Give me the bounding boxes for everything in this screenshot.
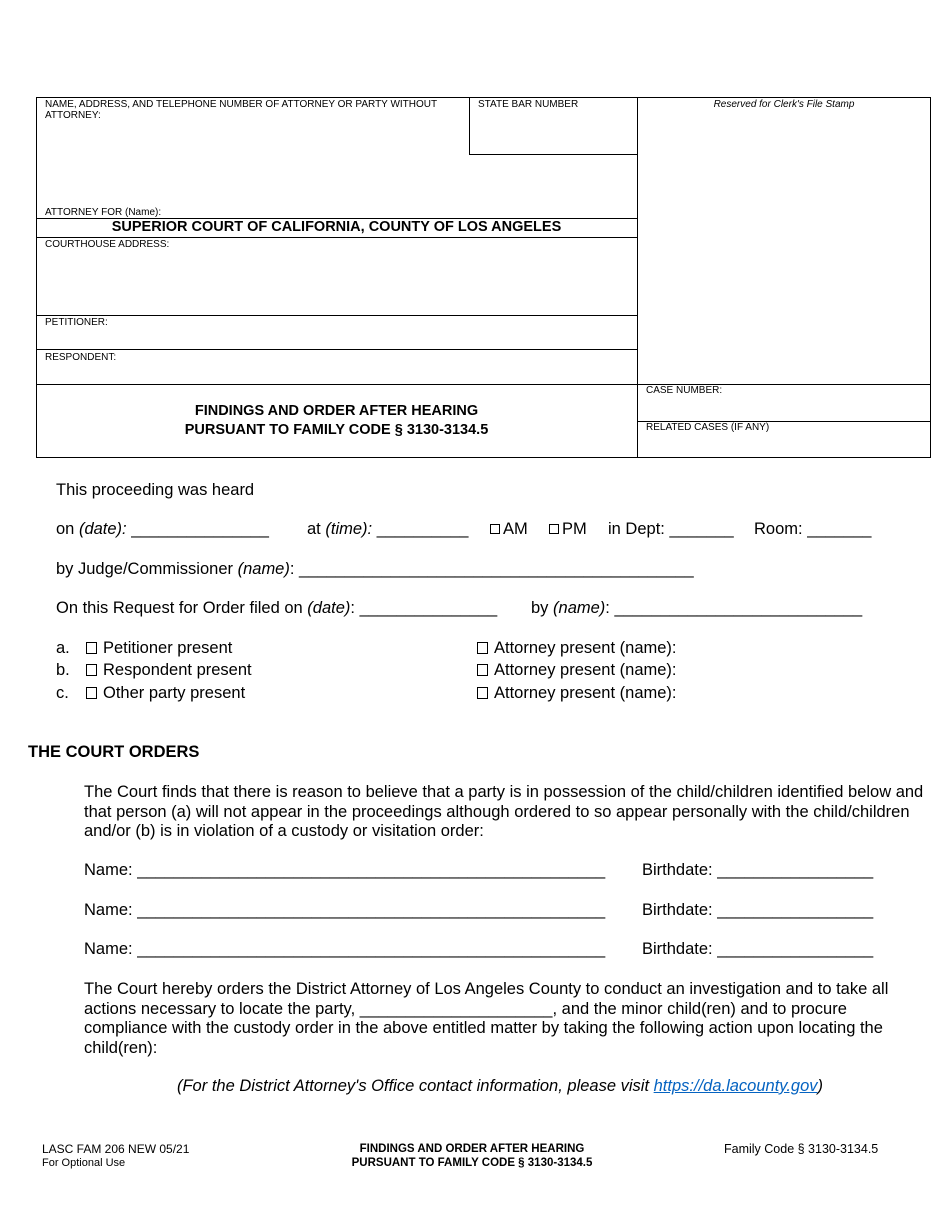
- child-name-label: Name:: [84, 940, 133, 958]
- presence-party: Respondent present: [103, 661, 252, 679]
- birthdate-field[interactable]: _________________: [717, 901, 874, 919]
- pm-checkbox[interactable]: [549, 524, 559, 534]
- clerk-stamp-label: Reserved for Clerk's File Stamp: [713, 99, 855, 110]
- judge-label: by Judge/Commissioner: [56, 560, 233, 578]
- presence-row-a: [56, 638, 232, 658]
- presence-row-c: [56, 683, 245, 703]
- petitioner-present-checkbox[interactable]: [86, 642, 97, 654]
- judge-row: by Judge/Commissioner (name): ___________________________________________: [56, 560, 694, 578]
- attorney-row-c: [477, 683, 677, 703]
- attorney-for-label: ATTORNEY FOR (Name):: [45, 207, 162, 218]
- judge-field[interactable]: ___________________________________________: [299, 560, 694, 578]
- attorney-present-checkbox[interactable]: [477, 664, 488, 676]
- child-name-row: [84, 939, 605, 959]
- presence-letter: a.: [56, 639, 70, 657]
- footer-form-info: [42, 1142, 189, 1170]
- order-text-2: , and the minor child(ren) and to procure compliance with the custody order in the above entitled matter by taking the following action upon locating the child(ren):: [84, 999, 883, 1057]
- hearing-intro: This proceeding was heard: [56, 481, 255, 499]
- dept-field[interactable]: _______: [669, 520, 734, 538]
- time-field[interactable]: __________: [376, 520, 469, 538]
- request-date-field[interactable]: _______________: [359, 599, 498, 617]
- birthdate-label: Birthdate:: [642, 940, 713, 958]
- courthouse-label: COURTHOUSE ADDRESS:: [45, 239, 170, 250]
- attorney-present-label: Attorney present (name):: [494, 661, 677, 679]
- attorney-present-checkbox[interactable]: [477, 687, 488, 699]
- child-name-row: [84, 860, 605, 880]
- birthdate-label: Birthdate:: [642, 861, 713, 879]
- court-name: SUPERIOR COURT OF CALIFORNIA, COUNTY OF LOS ANGELES: [111, 219, 562, 235]
- child-birthdate-row: [642, 860, 873, 880]
- am-option[interactable]: [490, 519, 528, 539]
- finding-paragraph: The Court finds that there is reason to believe that a party is in possession of the child/children identified below and that person (a) will not appear in the proceedings although ordered to so appear personally with the child/children and/or (b) is in violation of a custody or visitation order:: [84, 783, 924, 840]
- presence-party: Other party present: [103, 684, 246, 702]
- request-by-row: by (name): ___________________________: [531, 599, 863, 617]
- time-label: (time):: [325, 520, 373, 538]
- child-name-field[interactable]: ___________________________________________________: [137, 901, 606, 919]
- judge-name-label: (name): [237, 560, 290, 578]
- presence-party: Petitioner present: [103, 639, 233, 657]
- court-name-bottom: [36, 237, 637, 238]
- respondent-present-checkbox[interactable]: [86, 664, 97, 676]
- child-birthdate-row: [642, 939, 873, 959]
- court-orders-heading: THE COURT ORDERS: [28, 743, 200, 761]
- on-label: on: [56, 520, 75, 538]
- footer-optional: For Optional Use: [42, 1157, 126, 1169]
- footer-title-line2: PURSUANT TO FAMILY CODE § 3130-3134.5: [351, 1157, 593, 1169]
- child-name-label: Name:: [84, 861, 133, 879]
- presence-letter: b.: [56, 661, 70, 679]
- petitioner-bottom: [36, 349, 637, 350]
- order-paragraph: [84, 980, 924, 1058]
- form-title-line1: FINDINGS AND ORDER AFTER HEARING: [194, 403, 479, 419]
- related-cases-label: RELATED CASES (IF ANY): [646, 422, 770, 433]
- footer-form-id: LASC FAM 206 NEW 05/21: [42, 1142, 190, 1156]
- room-field[interactable]: _______: [807, 520, 872, 538]
- am-checkbox[interactable]: [490, 524, 500, 534]
- child-name-label: Name:: [84, 901, 133, 919]
- form-title: [36, 402, 637, 440]
- bar-number-bottom: [469, 154, 637, 155]
- respondent-label: RESPONDENT:: [45, 352, 117, 363]
- room-label: Room:: [754, 520, 803, 538]
- presence-letter: c.: [56, 684, 69, 702]
- attorney-present-label: Attorney present (name):: [494, 684, 677, 702]
- bar-number-divider: [469, 97, 470, 155]
- da-website-link[interactable]: https://da.lacounty.gov: [653, 1077, 818, 1095]
- request-label: On this Request for Order filed on: [56, 599, 303, 617]
- date-label: (date):: [78, 520, 127, 538]
- caption-divider: [637, 97, 638, 458]
- hearing-time-row: [307, 519, 468, 539]
- petitioner-label: PETITIONER:: [45, 317, 108, 328]
- form-title-line2: PURSUANT TO FAMILY CODE § 3130-3134.5: [184, 422, 489, 438]
- attorney-row-a: [477, 638, 677, 658]
- contact-text: (For the District Attorney's Office contact information, please visit: [176, 1077, 650, 1095]
- case-number-label: CASE NUMBER:: [646, 385, 723, 396]
- attorney-label: NAME, ADDRESS, AND TELEPHONE NUMBER OF ATTORNEY OR PARTY WITHOUT ATTORNEY:: [45, 99, 437, 121]
- date-field[interactable]: _______________: [131, 520, 269, 538]
- by-field[interactable]: ___________________________: [614, 599, 863, 617]
- attorney-present-checkbox[interactable]: [477, 642, 488, 654]
- attorney-present-label: Attorney present (name):: [494, 639, 677, 657]
- birthdate-field[interactable]: _________________: [717, 861, 874, 879]
- dept-label: in Dept:: [608, 520, 665, 538]
- pm-label: PM: [562, 520, 587, 538]
- request-row: On this Request for Order filed on (date): _______________: [56, 599, 498, 617]
- room-row: [754, 519, 871, 539]
- other-party-present-checkbox[interactable]: [86, 687, 97, 699]
- child-name-row: [84, 900, 605, 920]
- footer-title-line1: FINDINGS AND ORDER AFTER HEARING: [359, 1143, 585, 1155]
- courthouse-bottom: [36, 315, 637, 316]
- dept-row: [608, 519, 734, 539]
- presence-row-b: [56, 660, 252, 680]
- footer-title: [272, 1142, 672, 1170]
- order-text-1: The Court hereby orders the District Attorney of Los Angeles County to conduct an investigation and to take all actions necessary to locate the party,: [84, 980, 889, 1018]
- state-bar-label: STATE BAR NUMBER: [478, 99, 579, 110]
- child-birthdate-row: [642, 900, 873, 920]
- birthdate-label: Birthdate:: [642, 901, 713, 919]
- attorney-row-b: [477, 660, 677, 680]
- respondent-bottom: [36, 384, 931, 385]
- at-label: at: [307, 520, 321, 538]
- child-name-field[interactable]: ___________________________________________________: [137, 861, 606, 879]
- request-date-label: (date): [307, 599, 351, 617]
- pm-option[interactable]: [549, 519, 587, 539]
- by-name-label: (name): [553, 599, 606, 617]
- am-label: AM: [503, 520, 528, 538]
- hearing-date-row: [56, 519, 269, 539]
- child-name-field[interactable]: ___________________________________________________: [137, 940, 606, 958]
- by-label: by: [531, 599, 549, 617]
- contact-close: ): [817, 1077, 824, 1095]
- contact-line: [0, 1076, 950, 1096]
- footer-code-ref: Family Code § 3130-3134.5: [724, 1142, 879, 1156]
- birthdate-field[interactable]: _________________: [717, 940, 874, 958]
- party-name-field[interactable]: _____________________: [359, 999, 553, 1018]
